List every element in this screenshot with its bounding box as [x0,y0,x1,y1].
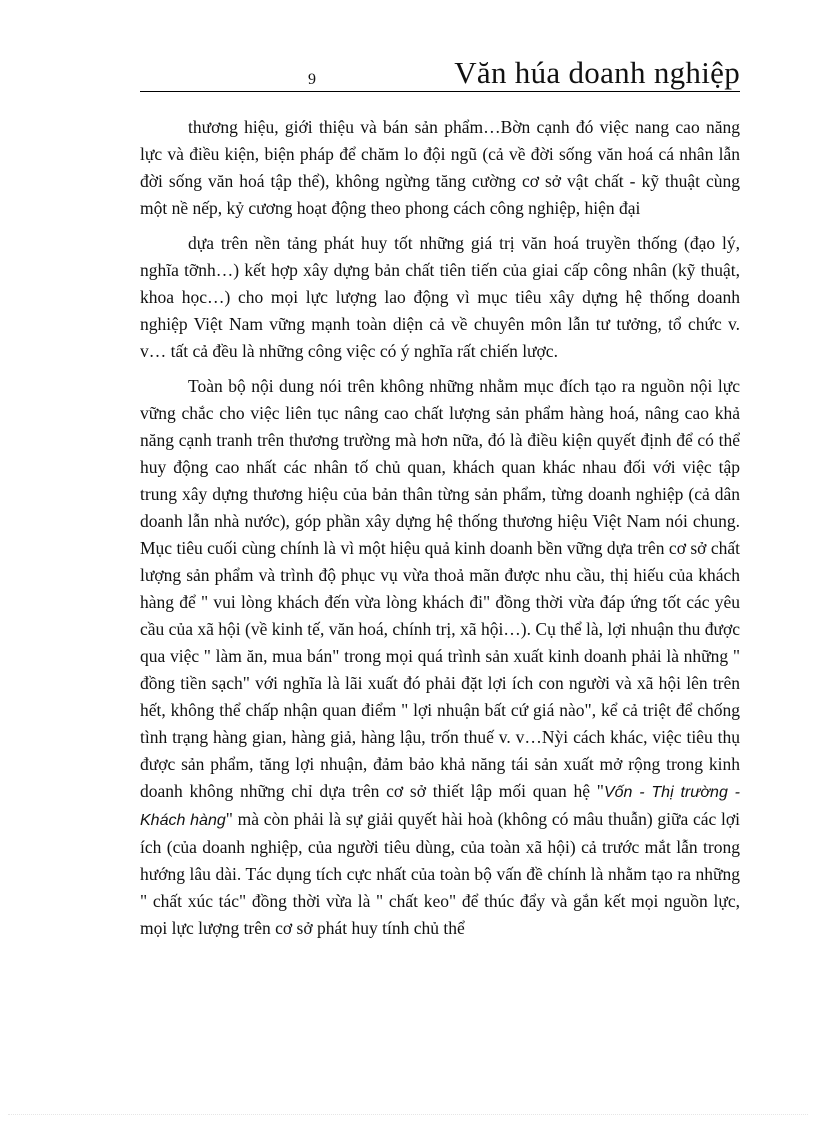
page-header [140,56,740,96]
header-title: Văn húa doanh nghiệp [454,55,740,90]
document-body [140,114,740,950]
paragraph-3 [140,373,740,942]
page-bottom-edge [8,1114,808,1115]
header-divider [140,91,740,92]
page-number: 9 [308,71,316,88]
paragraph-3-text-end: " mà còn phải là sự giải quyết hài hoà (không có mâu thuẫn) giữa các lợi ích (của doanh nghiệp, của người tiêu dùng, của toàn xã hội) cả trước mắt lẫn trong hướng lâu dài. Tác dụng tích cực nhất của toàn bộ vấn đề chính là nhằm tạo ra những " chất xúc tác" đồng thời vừa là " chất keo" để thúc đẩy và gắn kết mọi nguồn lực, mọi lực lượng trên cơ sở phát huy tính chủ thể [140,809,740,938]
paragraph-3-text-start: Toàn bộ nội dung nói trên không những nhằm mục đích tạo ra nguồn nội lực vững chắc cho việc liên tục nâng cao chất lượng sản phẩm hàng hoá, nâng cao khả năng cạnh tranh trên thương trường mà hơn nữa, đó là điều kiện quyết định để có thể huy động cao nhất các nhân tố chủ quan, khách quan khác nhau đối với việc tập trung xây dựng thương hiệu của bản thân từng sản phẩm, từng doanh nghiệp (cả dân doanh lẫn nhà nước), góp phần xây dựng hệ thống thương hiệu Việt Nam nói chung. Mục tiêu cuối cùng chính là vì một hiệu quả kinh doanh bền vững dựa trên cơ sở chất lượng sản phẩm và trình độ phục vụ vừa thoả mãn được nhu cầu, thị hiếu của khách hàng để " vui lòng khách đến vừa lòng khách đi" đồng thời vừa đáp ứng tốt các yêu cầu của xã hội (về kinh tế, văn hoá, chính trị, xã hội…). Cụ thể là, lợi nhuận thu được qua việc " làm ăn, mua bán" trong mọi quá trình sản xuất kinh doanh phải là những " đồng tiền sạch" với nghĩa là lãi xuất đó phải đặt lợi ích con người và xã hội lên trên hết, không thể chấp nhận quan điểm " lợi nhuận bất cứ giá nào", kể cả triệt để chống tình trạng hàng gian, hàng giả, hàng lậu, trốn thuế v. v…Nỳi cách khác, việc tiêu thụ được sản phẩm, tăng lợi nhuận, đảm bảo khả năng tái sản xuất mở rộng trong kinh doanh không những chỉ dựa trên cơ sở thiết lập mối quan hệ " [140,376,740,801]
paragraph-1: thương hiệu, giới thiệu và bán sản phẩm…Bờn cạnh đó việc nang cao năng lực và điều kiện, biện pháp để chăm lo đội ngũ (cả về đời sống văn hoá cá nhân lẫn đời sống văn hoá tập thể), không ngừng tăng cường cơ sở vật chất - kỹ thuật cùng một nề nếp, kỷ cương hoạt động theo phong cách công nghiệp, hiện đại [140,117,740,218]
paragraph-2: dựa trên nền tảng phát huy tốt những giá trị văn hoá truyền thống (đạo lý, nghĩa tỡnh…) kết hợp xây dựng bản chất tiên tiến của giai cấp công nhân (kỹ thuật, khoa học…) cho mọi lực lượng lao động vì mục tiêu xây dựng hệ thống doanh nghiệp Việt Nam vững mạnh toàn diện cả về chuyên môn lẫn tư tưởng, tổ chức v. v… tất cả đều là những công việc có ý nghĩa rất chiến lược. [140,233,740,361]
paragraph-3-italic-phrase: Vốn - Thị trường - Khách hàng [140,784,741,829]
